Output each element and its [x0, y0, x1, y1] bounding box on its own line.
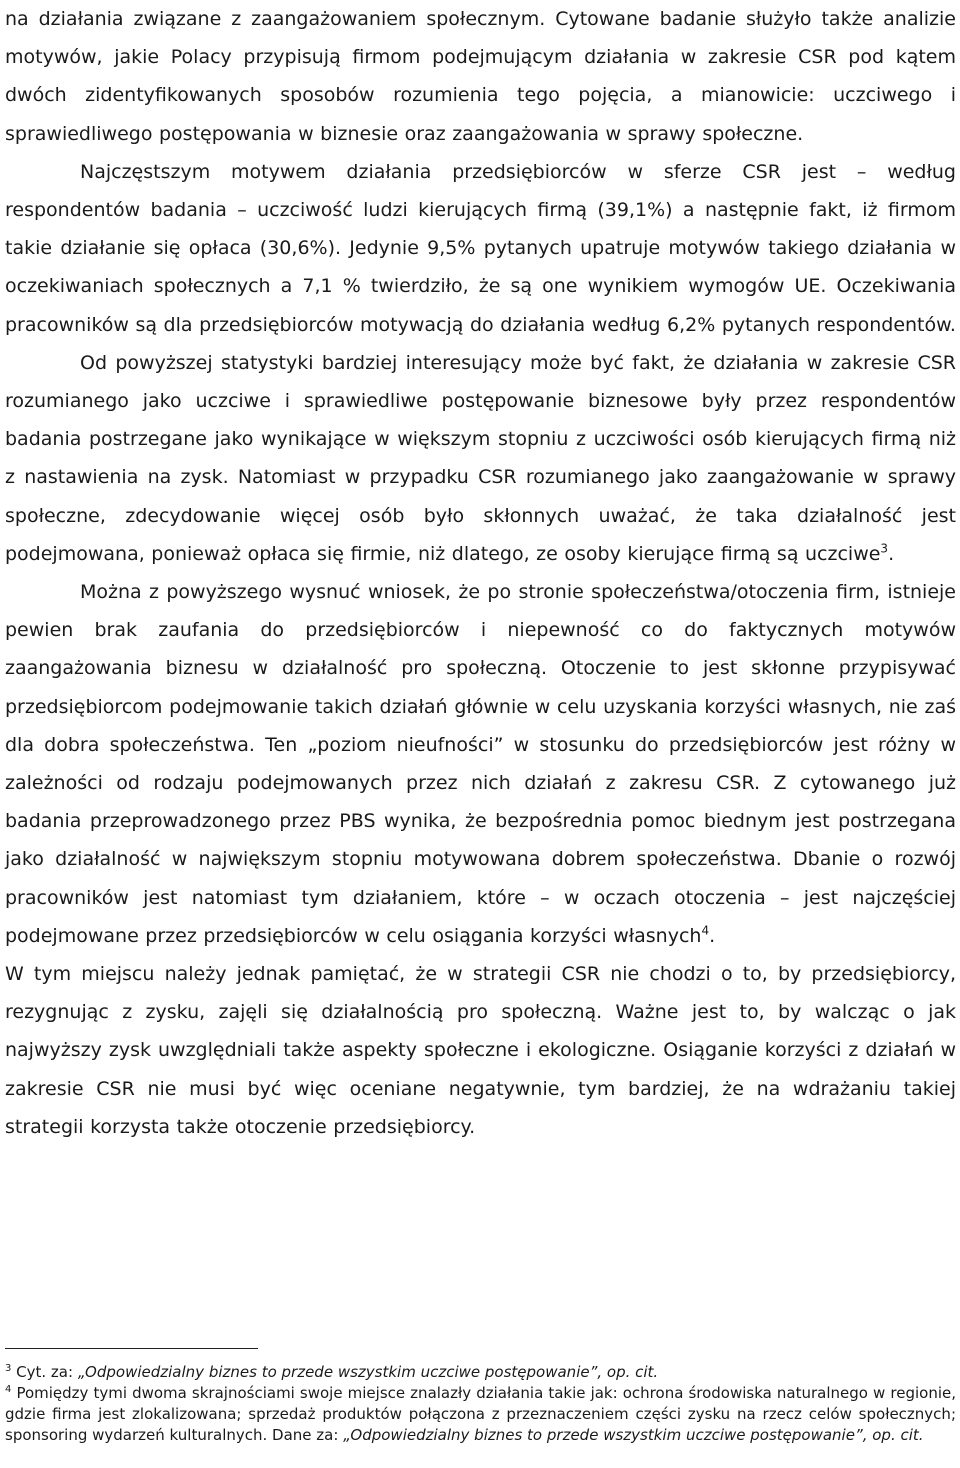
- footnote-ref-3[interactable]: 3: [880, 541, 889, 556]
- paragraph-3-end: .: [888, 542, 895, 565]
- paragraph-1: [5, 0, 956, 153]
- body-text: [5, 0, 956, 1146]
- footnote-4: [5, 1383, 956, 1446]
- footnote-ref-4[interactable]: 4: [701, 923, 710, 938]
- paragraph-2-text: Najczęstszym motywem działania przedsiębiorców w sferze CSR jest – według respondentów badania – uczciwość ludzi kierujących firmą (39,1%) a następnie fakt, iż firmom takie działanie się opłaca (30,6%). Jedynie 9,5% pytanych upatruje motywów takiego działania w oczekiwaniach społecznych a 7,1 % twierdziło, że są one wynikiem wymogów UE. Oczekiwania pracowników są dla przedsiębiorców motywacją do działania według 6,2% pytanych respondentów.: [5, 160, 956, 336]
- footnote-citation: „Odpowiedzialny biznes to przede wszystkim uczciwe postępowanie”, op. cit.: [77, 1363, 659, 1381]
- paragraph-5: [5, 955, 956, 1146]
- footnote-separator: [5, 1348, 258, 1349]
- paragraph-3: [5, 344, 956, 573]
- footnote-number: 3: [5, 1363, 12, 1374]
- footnote-text: Cyt. za:: [11, 1363, 78, 1381]
- paragraph-1-text: na działania związane z zaangażowaniem społecznym. Cytowane badanie służyło także analizie motywów, jakie Polacy przypisują firmom podejmującym działania w zakresie CSR pod kątem dwóch zidentyfikowanych sposobów rozumienia tego pojęcia, a mianowicie: uczciwego i sprawiedliwego postępowania w biznesie oraz zaangażowania w sprawy społeczne.: [5, 8, 956, 145]
- paragraph-5-text: W tym miejscu należy jednak pamiętać, że w strategii CSR nie chodzi o to, by przedsiębiorcy, rezygnując z zysku, zajęli się działalnością pro społeczną. Ważne jest to, by walcząc o jak najwyższy zysk uwzględniali także aspekty społeczne i ekologiczne. Osiąganie korzyści z działań w zakresie CSR nie musi być więc oceniane negatywnie, tym bardziej, że na wdrażaniu takiej strategii korzysta także otoczenie przedsiębiorcy.: [5, 963, 956, 1138]
- footnote-text: Pomiędzy tymi dwoma skrajnościami swoje miejsce znalazły działania takie jak: ochrona środowiska naturalnego w regionie, gdzie firma jest zlokalizowana; sprzedaż produktów połączona z przeznaczeniem części zysku na rzecz celów społecznych; sponsoring wydarzeń kulturalnych. Dane za:: [5, 1384, 956, 1444]
- paragraph-3-text: Od powyższej statystyki bardziej interesujący może być fakt, że działania w zakresie CSR rozumianego jako uczciwe i sprawiedliwe postępowanie biznesowe były przez respondentów badania postrzegane jako wynikające w większym stopniu z uczciwości osób kierujących firmą niż z nastawienia na zysk. Natomiast w przypadku CSR rozumianego jako zaangażowanie w sprawy społeczne, zdecydowanie więcej osób było skłonnych uważać, że taka działalność jest podejmowana, ponieważ opłaca się firmie, niż dlatego, ze osoby kierujące firmą są uczciwe: [5, 351, 956, 565]
- paragraph-4-text: Można z powyższego wysnuć wniosek, że po stronie społeczeństwa/otoczenia firm, istnieje pewien brak zaufania do przedsiębiorców i niepewność co do faktycznych motywów zaangażowania biznesu w działalność pro społeczną. Otoczenie to jest skłonne przypisywać przedsiębiorcom podejmowanie takich działań głównie w celu uzyskania korzyści własnych, nie zaś dla dobra społeczeństwa. Ten „poziom nieufności” w stosunku do przedsiębiorców jest różny w zależności od rodzaju podejmowanych przez nich działań z zakresu CSR. Z cytowanego już badania przeprowadzonego przez PBS wynika, że bezpośrednia pomoc biednym jest postrzegana jako działalność w największym stopniu motywowana dobrem społeczeństwa. Dbanie o rozwój pracowników jest natomiast tym działaniem, które – w oczach otoczenia – jest najczęściej podejmowane przez przedsiębiorców w celu osiągania korzyści własnych: [5, 581, 956, 947]
- footnote-3: [5, 1362, 956, 1383]
- paragraph-4-end: .: [709, 924, 716, 947]
- paragraph-4: [5, 573, 956, 955]
- footnote-number: 4: [5, 1384, 12, 1395]
- footnotes: [5, 1362, 956, 1446]
- footnote-citation: „Odpowiedzialny biznes to przede wszystkim uczciwe postępowanie”, op. cit.: [343, 1426, 924, 1444]
- paragraph-2: [5, 153, 956, 344]
